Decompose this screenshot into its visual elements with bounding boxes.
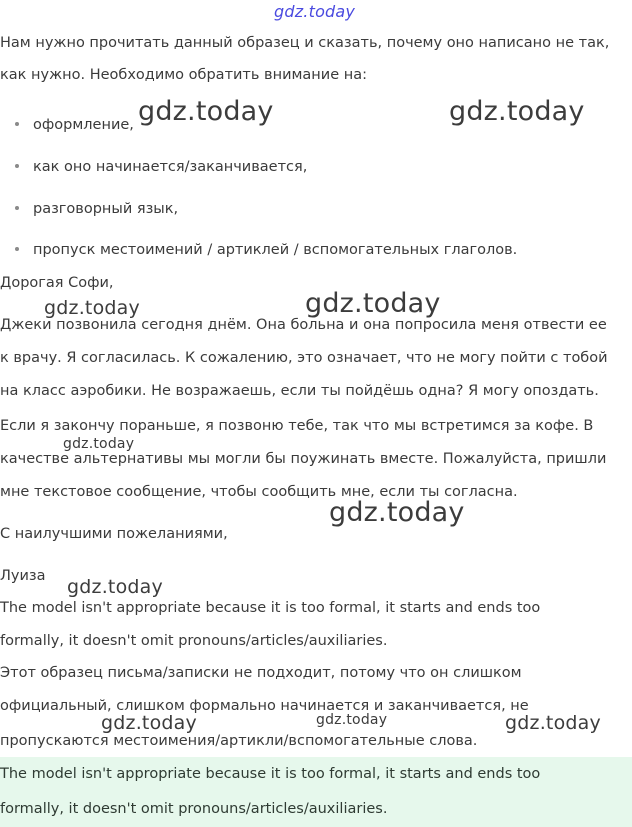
watermark: gdz.today xyxy=(449,96,585,127)
bullet-icon xyxy=(15,164,19,168)
answer-ru-line-2: официальный, слишком формально начинается и заканчивается, не xyxy=(0,698,529,714)
letter-line: Джеки позвонила сегодня днём. Она больна и она попросила меня отвести ее xyxy=(0,317,607,333)
watermark: gdz.today xyxy=(274,2,356,21)
letter-line: мне текстовое сообщение, чтобы сообщить мне, если ты согласна. xyxy=(0,484,518,500)
letter-greeting: Дорогая Софи, xyxy=(0,275,114,291)
letter-closing: С наилучшими пожеланиями, xyxy=(0,526,228,542)
letter-line: качестве альтернативы мы могли бы поужинать вместе. Пожалуйста, пришли xyxy=(0,451,607,467)
list-item xyxy=(15,117,134,133)
letter-signature: Луиза xyxy=(0,568,46,584)
watermark: gdz.today xyxy=(316,712,388,728)
intro-line-2: как нужно. Необходимо обратить внимание на: xyxy=(0,67,367,83)
watermark: gdz.today xyxy=(305,288,441,319)
letter-line: к врачу. Я согласилась. К сожалению, это означает, что не могу пойти с тобой xyxy=(0,350,608,366)
answer-en-line-2: formally, it doesn't omit pronouns/articles/auxiliaries. xyxy=(0,633,388,649)
bullet-icon xyxy=(15,247,19,251)
answer-en-line-1: The model isn't appropriate because it is too formal, it starts and ends too xyxy=(0,600,541,616)
watermark: gdz.today xyxy=(505,712,601,734)
watermark: gdz.today xyxy=(329,497,465,528)
watermark: gdz.today xyxy=(101,712,197,734)
list-item-text: разговорный язык, xyxy=(33,201,179,217)
bullet-icon xyxy=(15,122,19,126)
list-item xyxy=(15,201,178,217)
list-item xyxy=(15,159,307,175)
watermark: gdz.today xyxy=(44,297,140,319)
highlight-answer-line-1: The model isn't appropriate because it is too formal, it starts and ends too xyxy=(0,766,541,782)
bullet-icon xyxy=(15,206,19,210)
answer-ru-line-1: Этот образец письма/записки не подходит, потому что он слишком xyxy=(0,665,522,681)
intro-line-1: Нам нужно прочитать данный образец и сказать, почему оно написано не так, xyxy=(0,35,610,51)
watermark: gdz.today xyxy=(67,576,163,598)
answer-ru-line-3: пропускаются местоимения/артикли/вспомогательные слова. xyxy=(0,733,478,749)
list-item xyxy=(15,242,517,258)
letter-line: на класс аэробики. Не возражаешь, если ты пойдёшь одна? Я могу опоздать. xyxy=(0,383,599,399)
watermark: gdz.today xyxy=(138,96,274,127)
letter-line: Если я закончу пораньше, я позвоню тебе, так что мы встретимся за кофе. В xyxy=(0,418,594,434)
list-item-text: пропуск местоимений / артиклей / вспомогательных глаголов. xyxy=(33,242,518,258)
list-item-text: как оно начинается/заканчивается, xyxy=(33,159,308,175)
list-item-text: оформление, xyxy=(33,117,134,133)
highlight-answer-line-2: formally, it doesn't omit pronouns/articles/auxiliaries. xyxy=(0,801,388,817)
watermark: gdz.today xyxy=(63,436,135,452)
